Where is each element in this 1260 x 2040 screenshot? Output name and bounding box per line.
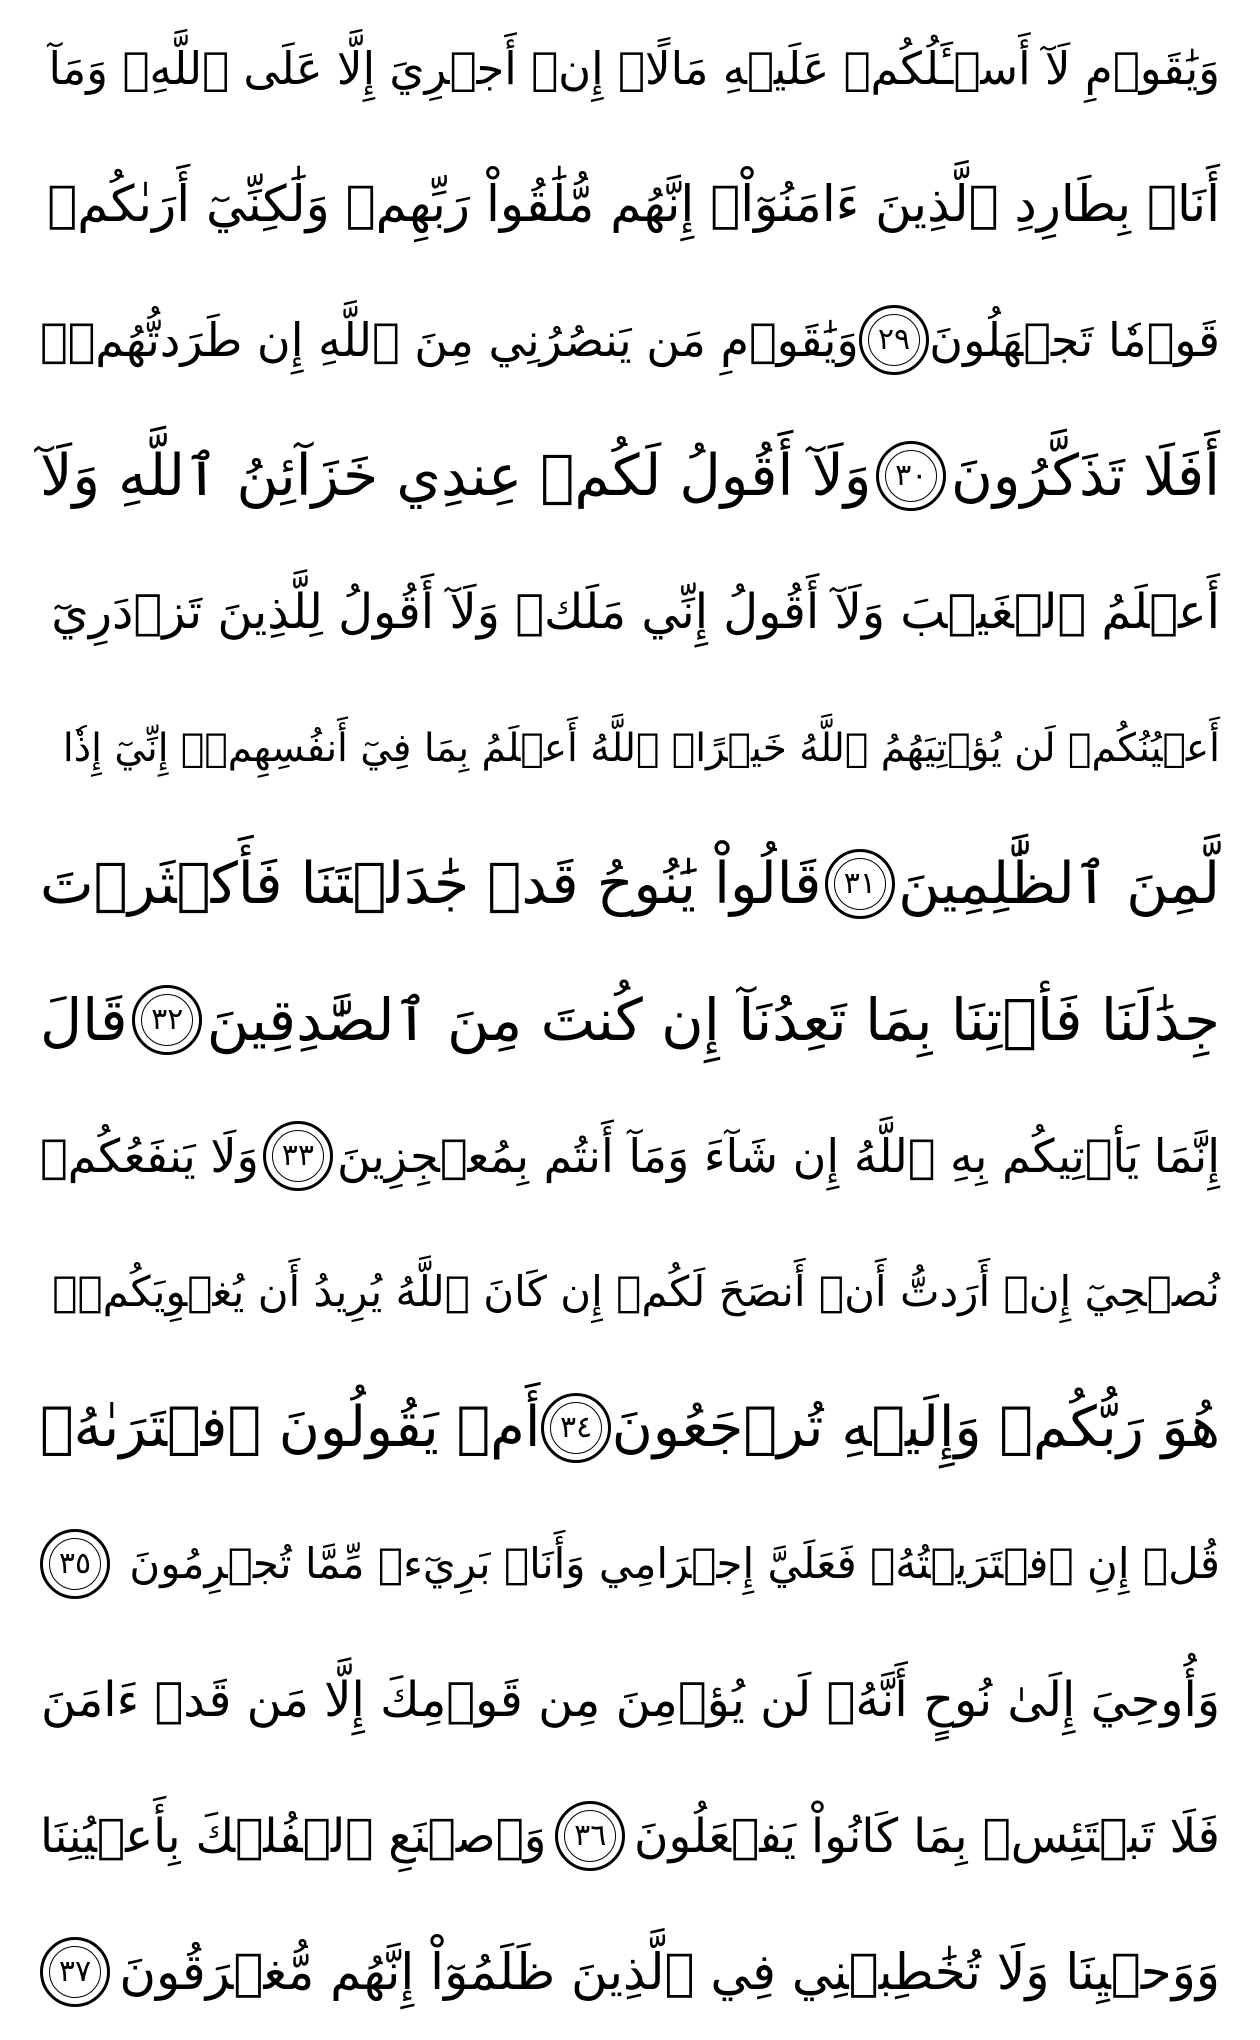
verse-text: جِدَٰلَنَا فَأۡتِنَا بِمَا تَعِدُنَآ إِن كُنتَ مِنَ ٱلصَّٰدِقِينَ: [206, 986, 1220, 1054]
verse-text: وَلَآ أَقُولُ لَكُمۡ عِندِي خَزَآئِنُ ٱللَّهِ وَلَآ: [40, 442, 872, 509]
verse-line-14: [40, 1768, 1220, 1904]
verse-text: وَوَحۡيِنَا وَلَا تُخَٰطِبۡنِي فِي ٱلَّذِينَ ظَلَمُوٓاْ إِنَّهُم مُّغۡرَقُونَ: [119, 1943, 1220, 2001]
verse-text: أَعۡيُنُكُمۡ لَن يُؤۡتِيَهُمُ ٱللَّهُ خَيۡرًاۖ ٱللَّهُ أَعۡلَمُ بِمَا فِيٓ أَنفُسِهِمۡۖ إِنِّيٓ إِذٗا: [62, 725, 1220, 771]
verse-text: أَمۡ يَقُولُونَ ٱفۡتَرَىٰهُۖ: [40, 1395, 541, 1460]
verse-line-5: [40, 544, 1220, 680]
verse-text: فَلَا تَبۡتَئِسۡ بِمَا كَانُواْ يَفۡعَلُونَ: [633, 1808, 1220, 1864]
verse-text: وَٱصۡنَعِ ٱلۡفُلۡكَ بِأَعۡيُنِنَا: [40, 1808, 547, 1864]
ayah-end-marker: ٣٧: [40, 1937, 110, 2007]
verse-line-3: [40, 272, 1220, 408]
verse-line-8: [40, 952, 1220, 1088]
verse-line-2: [40, 136, 1220, 272]
verse-line-11: [40, 1360, 1220, 1496]
verse-line-15: [40, 1904, 1220, 2040]
verse-text: نُصۡحِيٓ إِنۡ أَرَدتُّ أَنۡ أَنصَحَ لَكُمۡ إِن كَانَ ٱللَّهُ يُرِيدُ أَن يُغۡوِيَكُمۡۚ: [52, 1267, 1220, 1316]
verse-text: لَّمِنَ ٱلظَّٰلِمِينَ: [898, 850, 1220, 917]
verse-line-13: [40, 1632, 1220, 1768]
verse-text: قَالُواْ يَٰنُوحُ قَدۡ جَٰدَلۡتَنَا فَأَكۡثَرۡتَ: [40, 850, 822, 917]
verse-line-12: [40, 1496, 1220, 1632]
ayah-end-marker: ٣٦: [555, 1801, 625, 1871]
verse-text: هُوَ رَبُّكُمۡ وَإِلَيۡهِ تُرۡجَعُونَ: [611, 1395, 1220, 1460]
ayah-end-marker: ٣٣: [263, 1121, 333, 1191]
verse-text: وَلَا يَنفَعُكُمۡ: [40, 1129, 259, 1183]
verse-line-9: [40, 1088, 1220, 1224]
verse-line-1: [40, 0, 1220, 136]
mushaf-page: [40, 0, 1220, 2038]
verse-text: وَأُوحِيَ إِلَىٰ نُوحٍ أَنَّهُۥ لَن يُؤۡمِنَ مِن قَوۡمِكَ إِلَّا مَن قَدۡ ءَامَنَ: [41, 1672, 1220, 1728]
verse-line-10: [40, 1224, 1220, 1360]
ayah-end-marker: ٢٩: [859, 305, 929, 375]
verse-text: إِنَّمَا يَأۡتِيكُم بِهِ ٱللَّهُ إِن شَآءَ وَمَآ أَنتُم بِمُعۡجِزِينَ: [336, 1129, 1220, 1183]
verse-text: قَالَ: [40, 986, 128, 1054]
verse-text: قُلۡ إِنِ ٱفۡتَرَيۡتُهُۥ فَعَلَيَّ إِجۡرَامِي وَأَنَا۠ بَرِيٓءٞ مِّمَّا تُجۡرِمُونَ: [129, 1539, 1220, 1588]
verse-text: أَنَا۠ بِطَارِدِ ٱلَّذِينَ ءَامَنُوٓاْۚ إِنَّهُم مُّلَٰقُواْ رَبِّهِمۡ وَلَٰكِنِّيٓ أَرَىٰكُمۡ: [47, 175, 1220, 233]
ayah-end-marker: ٣٠: [876, 441, 946, 511]
verse-text: قَوۡمٗا تَجۡهَلُونَ: [929, 313, 1220, 367]
ayah-end-marker: ٣١: [825, 849, 895, 919]
verse-text: وَيَٰقَوۡمِ لَآ أَسۡـَٔلُكُمۡ عَلَيۡهِ مَالًاۖ إِنۡ أَجۡرِيَ إِلَّا عَلَى ٱللَّهِۚ وَمَآ: [48, 41, 1220, 95]
verse-line-6: [40, 680, 1220, 816]
verse-line-4: [40, 408, 1220, 544]
ayah-end-marker: ٣٢: [132, 985, 202, 1055]
verse-text: أَفَلَا تَذَكَّرُونَ: [951, 442, 1220, 509]
verse-text: وَيَٰقَوۡمِ مَن يَنصُرُنِي مِنَ ٱللَّهِ إِن طَرَدتُّهُمۡۚ: [40, 313, 859, 367]
verse-line-7: [40, 816, 1220, 952]
verse-text: أَعۡلَمُ ٱلۡغَيۡبَ وَلَآ أَقُولُ إِنِّي مَلَكٞ وَلَآ أَقُولُ لِلَّذِينَ تَزۡدَرِيٓ: [51, 584, 1220, 640]
ayah-end-marker: ٣٥: [40, 1529, 110, 1599]
ayah-end-marker: ٣٤: [541, 1393, 611, 1463]
